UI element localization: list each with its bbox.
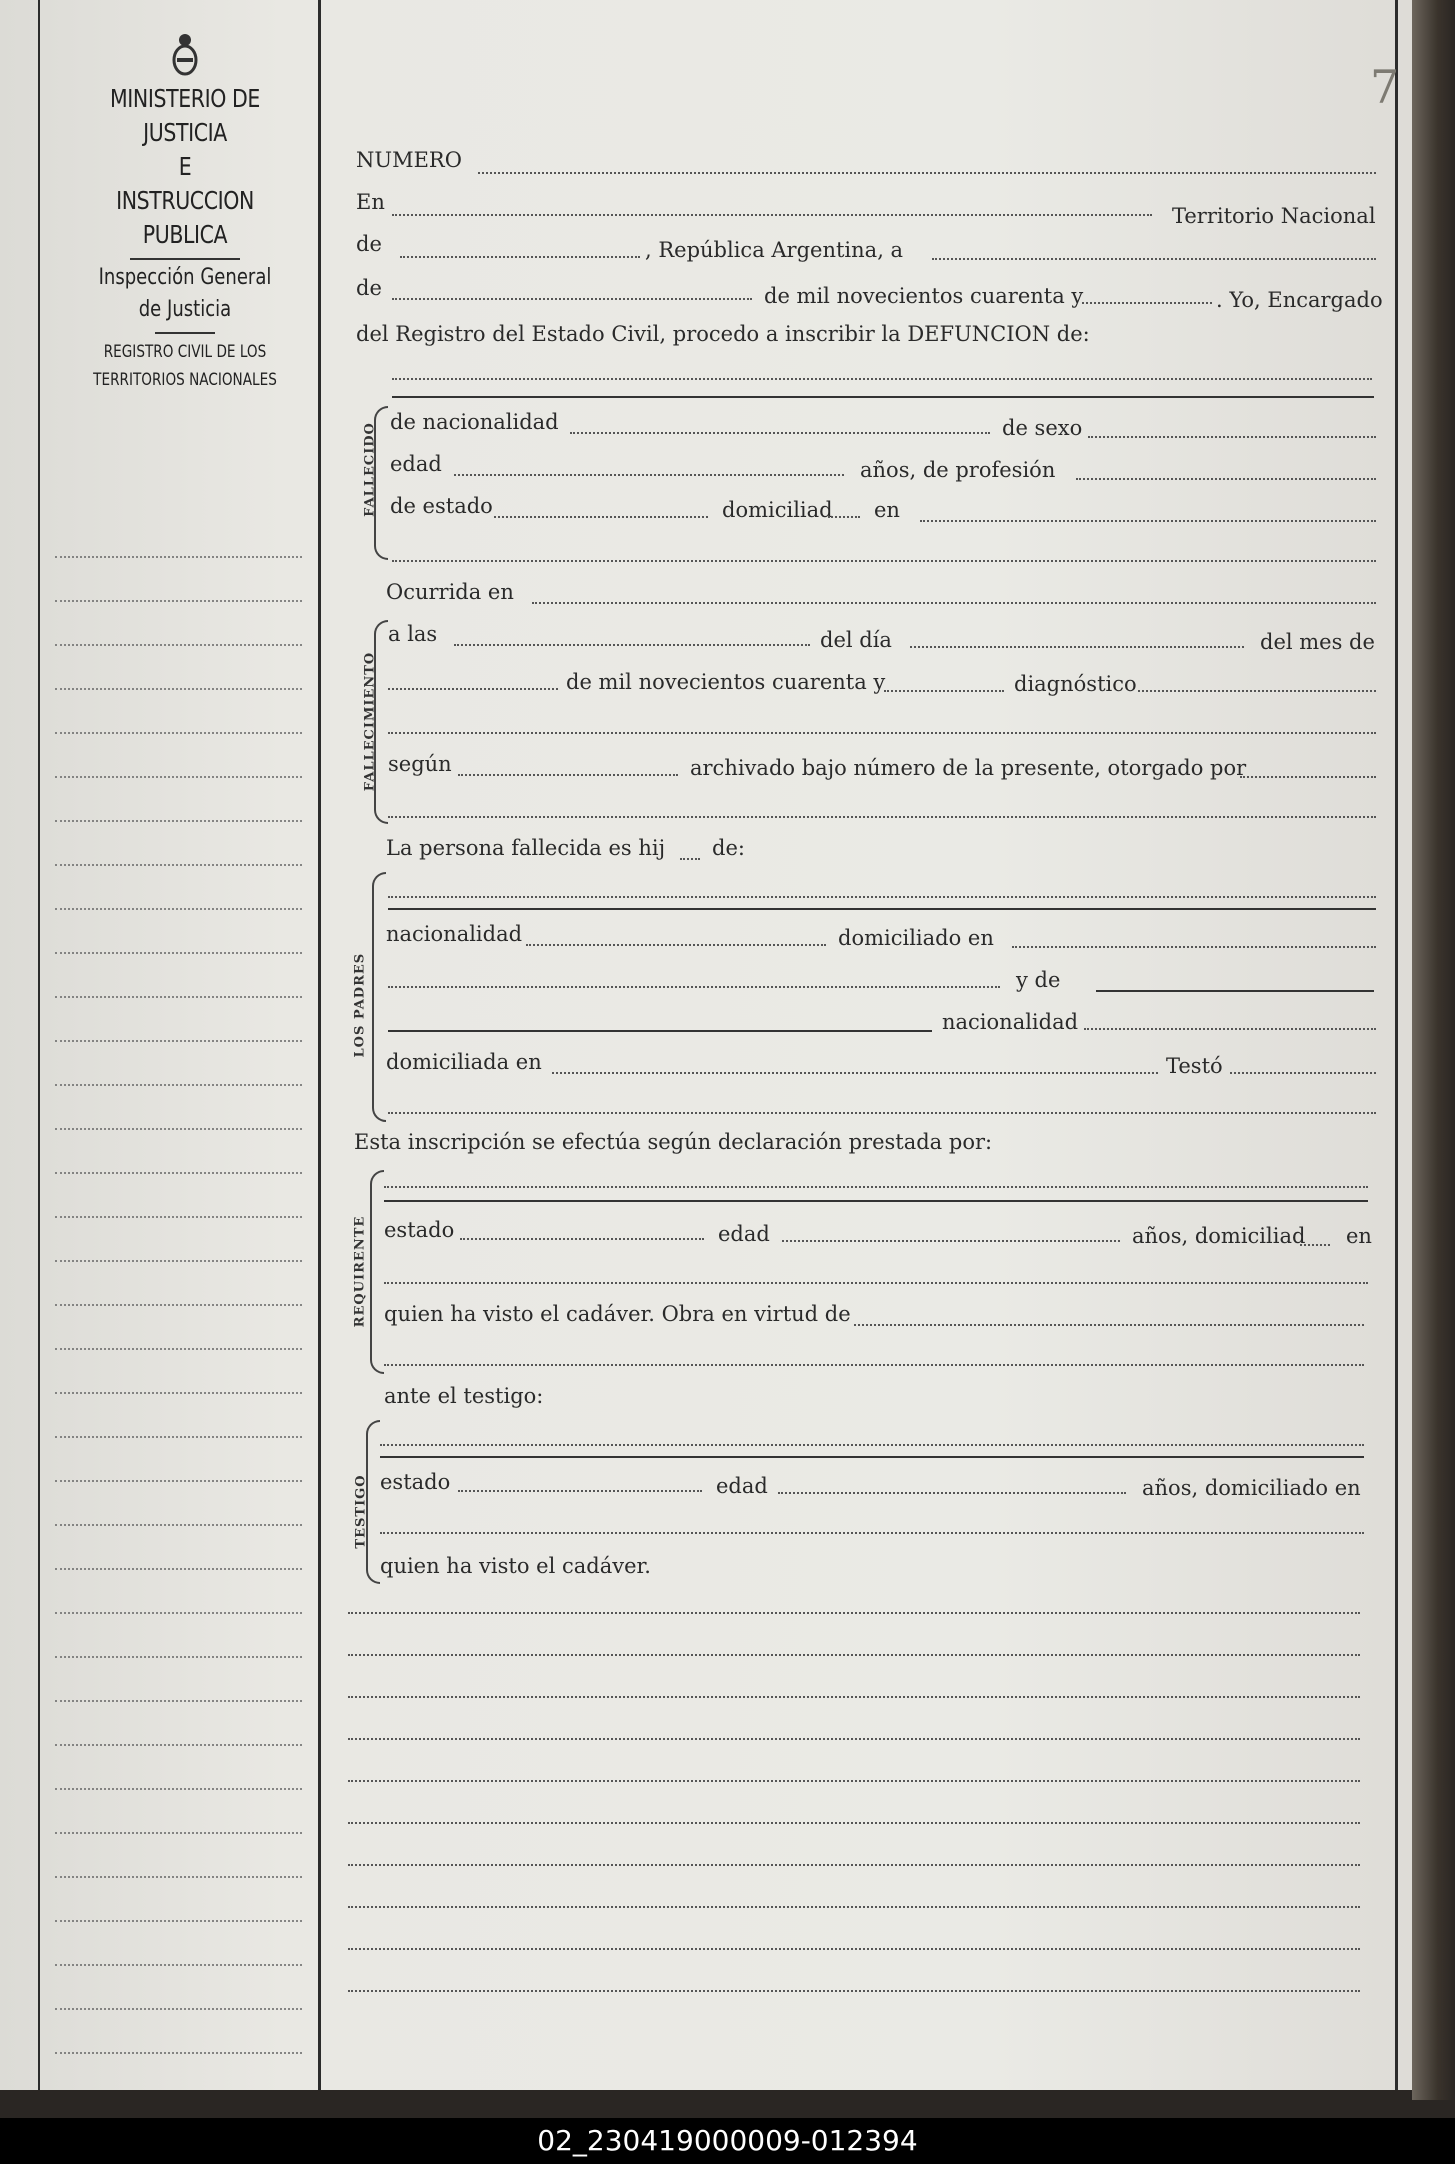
field-otorgado-por[interactable] [1240,776,1376,778]
field-madre-nombre-cont[interactable] [388,1030,932,1032]
national-seal-icon [170,30,200,78]
field-en[interactable] [392,214,1152,216]
ministry-header [60,30,310,394]
section-label-fallecimiento: FALLECIMIENTO [362,651,378,792]
label-anos-profesion: años, de profesión [860,458,1056,482]
label-en-requirente: en [1346,1224,1372,1248]
field-edad[interactable] [454,474,844,476]
field-mes-fallecimiento[interactable] [388,688,558,690]
label-nacionalidad-padre: nacionalidad [386,922,523,946]
dept-line1: Inspección General [98,265,272,290]
label-persona-hij: La persona fallecida es hij [386,836,666,860]
field-segun[interactable] [458,774,678,776]
label-domiciliada-en: domiciliada en [386,1050,542,1074]
column-divider [318,0,321,2090]
label-numero: NUMERO [356,148,462,172]
label-archivado: archivado bajo número de la presente, otorgado por [690,756,1247,780]
section-label-requirente: REQUIRENTE [352,1215,368,1328]
label-del-dia: del día [820,628,892,652]
label-del-mes-de: del mes de [1260,630,1375,654]
label-y-de: y de [1016,968,1061,992]
header-divider-2 [155,332,215,334]
label-anos-domiciliado-testigo: años, domiciliado en [1142,1476,1361,1500]
label-en-fallecido: en [874,498,900,522]
field-domicilio-cont[interactable] [392,560,1376,562]
field-fallecido-nombre[interactable] [392,378,1372,380]
label-estado-requirente: estado [384,1218,455,1242]
note-line[interactable] [348,1654,1360,1656]
note-line[interactable] [348,1612,1360,1614]
field-profesion[interactable] [1076,478,1376,480]
field-testigo-nombre[interactable] [380,1444,1364,1446]
label-testo: Testó [1166,1054,1223,1078]
field-obra-en-virtud-cont[interactable] [384,1364,1364,1366]
registry-line2: TERRITORIOS NACIONALES [93,370,277,390]
field-territorio-name[interactable] [400,256,640,258]
label-del-registro: del Registro del Estado Civil, procedo a inscribir la DEFUNCION de: [356,322,1090,346]
padres-brace [372,872,386,1122]
field-estado-requirente[interactable] [460,1238,704,1240]
field-estado[interactable] [494,516,708,518]
label-quien-ha-visto-requirente: quien ha visto el cadáver. Obra en virtud de [384,1302,851,1326]
requirente-top-rule [384,1200,1368,1202]
image-id-footer: 02_230419000009-012394 [0,2118,1455,2164]
note-line[interactable] [348,1948,1360,1950]
field-otorgado-cont[interactable] [388,816,1376,818]
registry-line1: REGISTRO CIVIL DE LOS [103,342,267,362]
binding-edge-shadow [1412,0,1455,2100]
field-edad-requirente[interactable] [782,1240,1120,1242]
field-domicilio-padre-cont[interactable] [388,986,1000,988]
testigo-top-rule [380,1456,1364,1458]
label-territorio: Territorio Nacional [1172,204,1376,228]
label-diagnostico: diagnóstico [1014,672,1137,696]
field-diagnostico-cont[interactable] [388,732,1376,734]
label-edad-testigo: edad [716,1474,768,1498]
label-domiciliado-en-padre: domiciliado en [838,926,994,950]
label-anos-domiciliad-requirente: años, domiciliad [1132,1224,1306,1248]
field-requirente-nombre[interactable] [384,1186,1368,1188]
label-estado-testigo: estado [380,1470,451,1494]
field-hora[interactable] [454,644,810,646]
field-domicilio[interactable] [920,520,1376,522]
note-line[interactable] [348,1822,1360,1824]
field-dia[interactable] [932,258,1376,260]
label-a-las: a las [388,622,438,646]
label-en: En [356,190,385,214]
left-margin-rule [38,0,40,2090]
label-de-mil-2: de mil novecientos cuarenta y [566,670,886,694]
field-edad-testigo[interactable] [778,1492,1126,1494]
field-madre-nombre[interactable] [1096,990,1374,992]
note-line[interactable] [348,1696,1360,1698]
label-quien-ha-visto-testigo: quien ha visto el cadáver. [380,1554,651,1578]
ministry-line2: E [178,152,192,181]
label-ante-testigo: ante el testigo: [384,1384,544,1408]
label-esta-inscripcion: Esta inscripción se efectúa según declaración prestada por: [354,1130,993,1154]
padres-top-rule [388,908,1376,910]
fallecido-top-rule [392,396,1374,398]
note-line[interactable] [348,1780,1360,1782]
field-domicilio-padre[interactable] [1012,946,1376,948]
label-de-mil: de mil novecientos cuarenta y [764,284,1084,308]
label-republica: , República Argentina, a [645,238,904,262]
field-testo-cont[interactable] [388,1112,1376,1114]
label-edad: edad [390,452,442,476]
section-label-padres: LOS PADRES [352,952,368,1058]
label-ocurrida-en: Ocurrida en [386,580,514,604]
margin-note-lines [55,555,302,2095]
field-domiciliad-suffix[interactable] [828,516,860,518]
section-label-testigo: TESTIGO [353,1474,369,1549]
field-diagnostico[interactable] [1138,690,1376,692]
label-domiciliad: domiciliad [722,498,833,522]
field-nacionalidad-madre[interactable] [1084,1028,1376,1030]
field-anio-fallecimiento[interactable] [884,690,1004,692]
note-line[interactable] [348,1738,1360,1740]
field-hij-suffix[interactable] [680,858,700,860]
requirente-brace [370,1170,384,1374]
label-segun: según [388,752,452,776]
label-de-estado: de estado [390,494,493,518]
field-obra-en-virtud[interactable] [854,1324,1364,1326]
note-line[interactable] [348,1906,1360,1908]
field-mes[interactable] [392,298,752,300]
label-de-2: de [356,276,382,300]
right-border-rule [1395,0,1398,2090]
label-edad-requirente: edad [718,1222,770,1246]
label-de-colon: de: [712,836,745,860]
ministry-line3: INSTRUCCION PUBLICA [116,186,254,249]
field-nacionalidad-padre[interactable] [526,944,826,946]
field-nacionalidad[interactable] [570,432,990,434]
dept-line2: de Justicia [138,297,232,322]
label-de-sexo: de sexo [1002,416,1083,440]
note-line[interactable] [348,1990,1360,1992]
field-numero[interactable] [478,172,1376,174]
field-padre-nombre[interactable] [388,896,1376,898]
field-sexo[interactable] [1088,436,1376,438]
field-anio[interactable] [1082,302,1212,304]
field-ocurrida-en[interactable] [532,602,1376,604]
label-yo-encargado: . Yo, Encargado [1216,288,1383,312]
field-testo[interactable] [1230,1072,1376,1074]
field-domicilio-requirente[interactable] [384,1282,1368,1284]
field-domiciliad-suffix-requirente[interactable] [1300,1244,1330,1246]
field-domicilio-testigo[interactable] [380,1532,1364,1534]
label-de-1: de [356,232,382,256]
label-nacionalidad-madre: nacionalidad [942,1010,1079,1034]
page-number: 7 [1370,60,1400,114]
note-line[interactable] [348,1864,1360,1866]
ministry-line1: MINISTERIO DE JUSTICIA [110,84,260,147]
field-domicilio-madre[interactable] [552,1072,1158,1074]
header-divider [130,258,240,260]
field-dia-fallecimiento[interactable] [910,646,1244,648]
label-de-nacionalidad: de nacionalidad [390,410,559,434]
section-label-fallecido: FALLECIDO [362,422,378,517]
field-estado-testigo[interactable] [458,1490,702,1492]
